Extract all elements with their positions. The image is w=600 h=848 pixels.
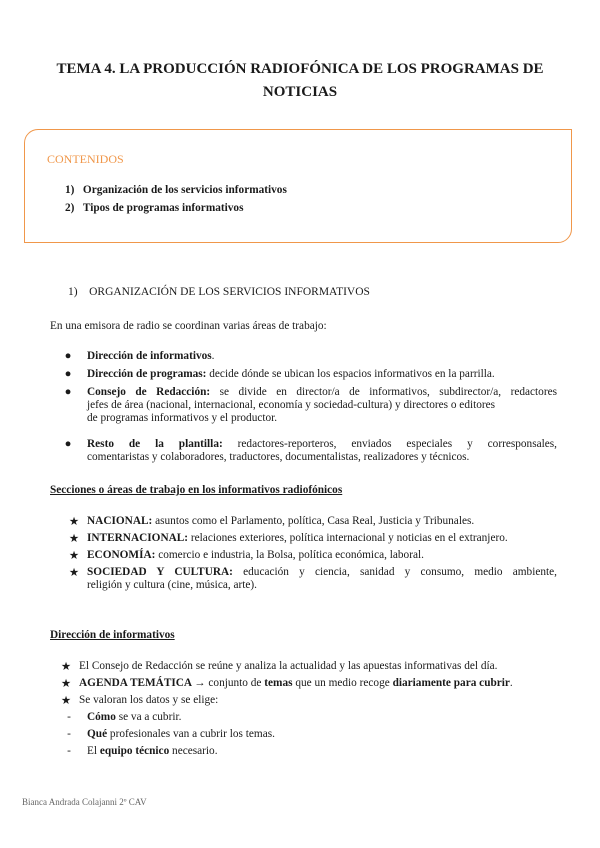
list-item bbox=[87, 532, 508, 544]
bullet-icon: ● bbox=[64, 438, 72, 450]
star-icon: ★ bbox=[68, 567, 80, 579]
list-item bbox=[87, 368, 495, 380]
subsection-heading: Dirección de informativos bbox=[50, 629, 175, 641]
section-title: ORGANIZACIÓN DE LOS SERVICIOS INFORMATIVOS bbox=[89, 286, 370, 298]
list-item bbox=[87, 515, 474, 527]
item-text: asuntos como el Parlamento, política, Casa Real, Justicia y Tribunales. bbox=[152, 515, 475, 527]
bullet-icon: ● bbox=[64, 350, 72, 362]
item-bold: AGENDA TEMÁTICA → bbox=[79, 677, 206, 689]
list-item bbox=[87, 438, 557, 463]
list-item: El Consejo de Redacción se reúne y analiza la actualidad y las apuestas informativas del día. bbox=[79, 660, 498, 672]
sub-item bbox=[87, 728, 275, 740]
list-item bbox=[87, 566, 557, 591]
list-item bbox=[87, 386, 557, 424]
contents-heading: CONTENIDOS bbox=[47, 152, 124, 166]
dash-icon: - bbox=[67, 711, 71, 723]
item-bold: INTERNACIONAL: bbox=[87, 532, 189, 544]
item-text: decide dónde se ubican los espacios informativos en la parrilla. bbox=[206, 368, 495, 380]
bullet-icon: ● bbox=[64, 386, 72, 398]
dash-icon: - bbox=[67, 745, 71, 757]
sub-item bbox=[87, 745, 218, 757]
item-text: se va a cubrir. bbox=[115, 711, 182, 723]
list-item bbox=[87, 549, 424, 561]
star-icon: ★ bbox=[60, 678, 72, 690]
item-text: comentaristas y colaboradores, traductores, documentalistas, realizadores y técnicos. bbox=[87, 451, 470, 463]
item-bold: diariamente para cubrir bbox=[392, 677, 510, 689]
subsection-heading: Secciones o áreas de trabajo en los informativos radiofónicos bbox=[50, 484, 343, 496]
item-text: religión y cultura (cine, música, arte). bbox=[87, 579, 258, 591]
list-item bbox=[87, 350, 215, 362]
section-number: 1) bbox=[68, 286, 78, 298]
star-icon: ★ bbox=[68, 550, 80, 562]
contents-item bbox=[65, 202, 243, 214]
item-label: Organización de los servicios informativos bbox=[82, 184, 287, 196]
item-text: jefes de área (nacional, internacional, economía y sociedad-cultura) y directores o editores bbox=[87, 399, 496, 411]
item-text: . bbox=[211, 350, 215, 362]
contents-box bbox=[24, 129, 572, 243]
sub-item bbox=[87, 711, 181, 723]
item-text: educación y ciencia, sanidad y consumo, medio ambiente, bbox=[232, 566, 557, 578]
item-text: comercio e industria, la Bolsa, política económica, laboral. bbox=[155, 549, 424, 561]
item-text: . bbox=[509, 677, 513, 689]
item-text: se divide en director/a de informativos, subdirector/a, redactores bbox=[210, 386, 557, 398]
item-bold: Dirección de programas: bbox=[87, 368, 207, 380]
star-icon: ★ bbox=[68, 533, 80, 545]
item-text: relaciones exteriores, política internacional y noticias en el extranjero. bbox=[188, 532, 508, 544]
intro-text: En una emisora de radio se coordinan varias áreas de trabajo: bbox=[50, 320, 327, 332]
dash-icon: - bbox=[67, 728, 71, 740]
item-bold: NACIONAL: bbox=[87, 515, 153, 527]
item-number: 1) bbox=[65, 184, 75, 196]
page-footer: Bianca Andrada Colajanni 2º CAV bbox=[22, 797, 147, 807]
item-bold: SOCIEDAD Y CULTURA: bbox=[87, 566, 233, 578]
document-title: TEMA 4. LA PRODUCCIÓN RADIOFÓNICA DE LOS PROGRAMAS DE NOTICIAS bbox=[56, 61, 544, 100]
contents-item bbox=[65, 184, 287, 196]
item-bold: Qué bbox=[87, 728, 108, 740]
star-icon: ★ bbox=[60, 661, 72, 673]
item-text: necesario. bbox=[169, 745, 218, 757]
list-item: Se valoran los datos y se elige: bbox=[79, 694, 219, 706]
list-item bbox=[79, 677, 513, 689]
item-bold: temas bbox=[264, 677, 293, 689]
item-bold: Resto de la plantilla: bbox=[87, 438, 223, 450]
bullet-icon: ● bbox=[64, 368, 72, 380]
star-icon: ★ bbox=[60, 695, 72, 707]
item-bold: Cómo bbox=[87, 711, 116, 723]
item-text: que un medio recoge bbox=[292, 677, 393, 689]
item-text: profesionales van a cubrir los temas. bbox=[107, 728, 275, 740]
item-label: Tipos de programas informativos bbox=[82, 202, 244, 214]
item-bold: Consejo de Redacción: bbox=[87, 386, 211, 398]
star-icon: ★ bbox=[68, 516, 80, 528]
item-text: El bbox=[87, 745, 100, 757]
item-number: 2) bbox=[65, 202, 75, 214]
item-bold: ECONOMÍA: bbox=[87, 549, 156, 561]
item-text: de programas informativos y el productor. bbox=[87, 412, 278, 424]
item-bold: equipo técnico bbox=[99, 745, 170, 757]
section-heading bbox=[68, 286, 370, 298]
item-text: redactores-reporteros, enviados especiales y corresponsales, bbox=[222, 438, 557, 450]
item-bold: Dirección de informativos bbox=[87, 350, 212, 362]
item-text: conjunto de bbox=[205, 677, 265, 689]
